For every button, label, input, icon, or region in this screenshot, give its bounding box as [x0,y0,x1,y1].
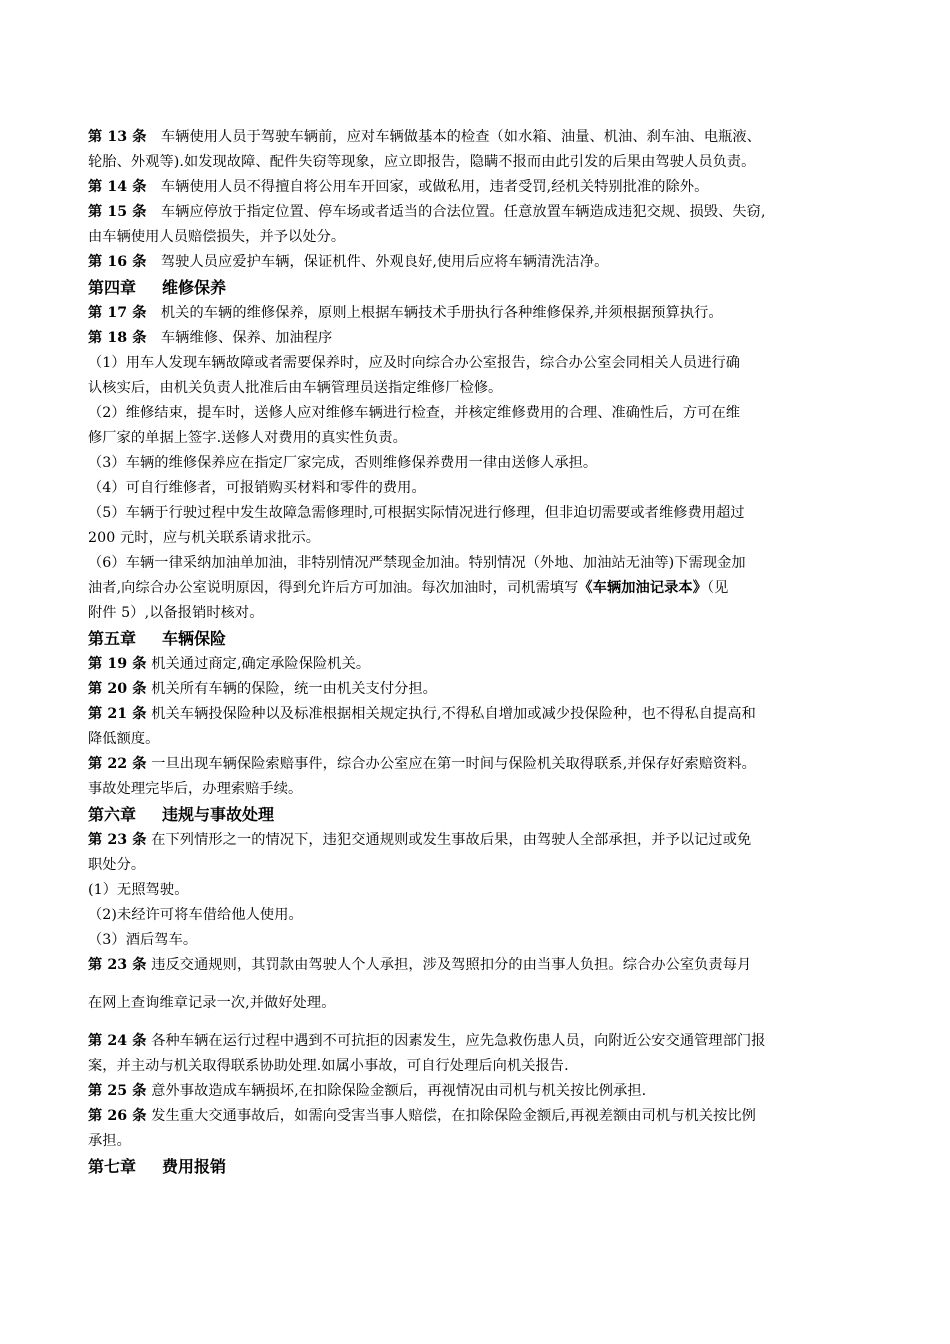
line-text: 降低额度。 [88,731,160,747]
line-text: （2）维修结束，提车时，送修人应对维修车辆进行检查，并核定维修费用的合理、准确性后，方可在维 [88,405,741,421]
chapter-number: 第七章 [88,1157,137,1176]
chapter-number: 第六章 [88,805,137,824]
line-text: 车辆使用人员不得擅自将公用车开回家，或做私用，违者受罚,经机关特别批准的除外。 [146,179,709,195]
line-text: 在网上查询维章记录一次,并做好处理。 [88,995,336,1011]
line-text: 附件 5）,以备报销时核对。 [88,605,264,621]
line-text: （3）车辆的维修保养应在指定厂家完成，否则维修保养费用一律由送修人承担。 [88,455,598,471]
line-text: （1）用车人发现车辆故障或者需要保养时，应及时向综合办公室报告，综合办公室会同相关人员进行确 [88,355,741,371]
article-label: 第 26 条 [88,1108,147,1124]
line-text: 机关车辆投保险种以及标准根据相关规定执行,不得私自增加或减少投保险种，也不得私自提高和 [146,706,756,722]
line-text: （2)未经许可将车借给他人使用。 [88,907,303,923]
line-text: 意外事故造成车辆损坏,在扣除保险金额后，再视情况由司机与机关按比例承担. [146,1083,647,1099]
article-label: 第 24 条 [88,1033,147,1049]
line-text: 车辆应停放于指定位置、停车场或者适当的合法位置。任意放置车辆造成违犯交规、损毁、失窃, [146,204,766,220]
article-label: 第 14 条 [88,179,147,195]
form-name-bold: 《车辆加油记录本》 [578,580,707,596]
line-text: 车辆使用人员于驾驶车辆前，应对车辆做基本的检查（如水箱、油量、机油、刹车油、电瓶液、 [146,129,761,145]
chapter-number: 第五章 [88,629,137,648]
article-label: 第 17 条 [88,305,147,321]
text-line [88,576,870,601]
chapter-title: 车辆保险 [162,629,227,648]
line-text: 一旦出现车辆保险索赔事件，综合办公室应在第一时间与保险机关取得联系,并保存好索赔资料。 [146,756,756,772]
text-line [88,652,870,677]
text-line [88,677,870,702]
article-label: 第 21 条 [88,706,147,722]
text-line [88,301,870,326]
line-text: 各种车辆在运行过程中遇到不可抗拒的因素发生，应先急救伤患人员，向附近公安交通管理部门报 [146,1033,766,1049]
article-label: 第 19 条 [88,656,147,672]
article-label: 第 16 条 [88,254,147,270]
article-label: 第 23 条 [88,832,147,848]
text-line [88,727,870,752]
line-text: 在下列情形之一的情况下，违犯交通规则或发生事故后果，由驾驶人全部承担，并予以记过或免 [146,832,752,848]
paragraph-gap [88,978,870,991]
text-line [88,225,870,250]
line-text: （4）可自行维修者，可报销购买材料和零件的费用。 [88,480,426,496]
text-line [88,476,870,501]
chapter-title: 违规与事故处理 [162,805,275,824]
line-text: 机关所有车辆的保险，统一由机关支付分担。 [146,681,437,697]
text-line [88,551,870,576]
text-line [88,928,870,953]
line-text: (1）无照驾驶。 [88,882,189,898]
text-line [88,326,870,351]
chapter-heading [88,626,870,652]
text-line [88,501,870,526]
line-text: 案，并主动与机关取得联系协助处理.如属小事故，可自行处理后向机关报告. [88,1058,569,1074]
text-line [88,878,870,903]
line-text: 车辆维修、保养、加油程序 [146,330,333,346]
line-text: 修厂家的单据上签字.送修人对费用的真实性负责。 [88,430,407,446]
text-line [88,175,870,200]
text-line [88,1104,870,1129]
paragraph-gap [88,1016,870,1029]
article-label: 第 20 条 [88,681,147,697]
line-text: （5）车辆于行驶过程中发生故障急需修理时,可根据实际情况进行修理，但非迫切需要或者维修费用超过 [88,505,745,521]
article-label: 第 13 条 [88,129,147,145]
line-text: 轮胎、外观等).如发现故障、配件失窃等现象，应立即报告，隐瞒不报而由此引发的后果由驾驶人员负责。 [88,154,756,170]
line-text: 事故处理完毕后，办理索赔手续。 [88,781,303,797]
text-line [88,828,870,853]
text-line [88,702,870,727]
text-line [88,150,870,175]
chapter-heading [88,1154,870,1180]
text-line [88,1129,870,1154]
text-line [88,1054,870,1079]
chapter-title: 费用报销 [162,1157,227,1176]
text-line [88,991,870,1016]
text-line [88,752,870,777]
text-line [88,200,870,225]
text-line [88,401,870,426]
text-line [88,526,870,551]
line-text: 由车辆使用人员赔偿损失，并予以处分。 [88,229,346,245]
line-text: 发生重大交通事故后，如需向受害当事人赔偿，在扣除保险金额后,再视差额由司机与机关按比例 [146,1108,756,1124]
text-line [88,451,870,476]
text-line [88,853,870,878]
chapter-heading [88,802,870,828]
document-body [88,125,870,1180]
article-label: 第 15 条 [88,204,147,220]
line-text: 机关的车辆的维修保养，原则上根据车辆技术手册执行各种维修保养,并须根据预算执行。 [146,305,723,321]
chapter-heading [88,275,870,301]
chapter-number: 第四章 [88,278,137,297]
article-label: 第 25 条 [88,1083,147,1099]
line-text: （见 [706,580,729,596]
line-text: 违反交通规则，其罚款由驾驶人个人承担，涉及驾照扣分的由当事人负担。综合办公室负责每月 [146,957,752,973]
text-line [88,903,870,928]
text-line [88,601,870,626]
line-text: （6）车辆一律采纳加油单加油，非特别情况严禁现金加油。特别情况（外地、加油站无油等)下需现金加 [88,555,746,571]
line-text: 机关通过商定,确定承险保险机关。 [146,656,371,672]
line-text: 职处分。 [88,857,146,873]
article-label: 第 18 条 [88,330,147,346]
text-line [88,376,870,401]
line-text: 驾驶人员应爱护车辆，保证机件、外观良好,使用后应将车辆清洗洁净。 [146,254,609,270]
line-text: 油者,向综合办公室说明原因，得到允许后方可加油。每次加油时，司机需填写 [88,580,579,596]
article-label: 第 23 条 [88,957,147,973]
text-line [88,426,870,451]
text-line [88,1079,870,1104]
line-text: 认核实后，由机关负责人批准后由车辆管理员送指定维修厂检修。 [88,380,503,396]
line-text: 承担。 [88,1133,131,1149]
chapter-title: 维修保养 [162,278,227,297]
text-line [88,250,870,275]
text-line [88,777,870,802]
line-text: 200 元时，应与机关联系请求批示。 [88,530,321,546]
text-line [88,1029,870,1054]
article-label: 第 22 条 [88,756,147,772]
line-text: （3）酒后驾车。 [88,932,198,948]
text-line [88,125,870,150]
text-line [88,953,870,978]
text-line [88,351,870,376]
